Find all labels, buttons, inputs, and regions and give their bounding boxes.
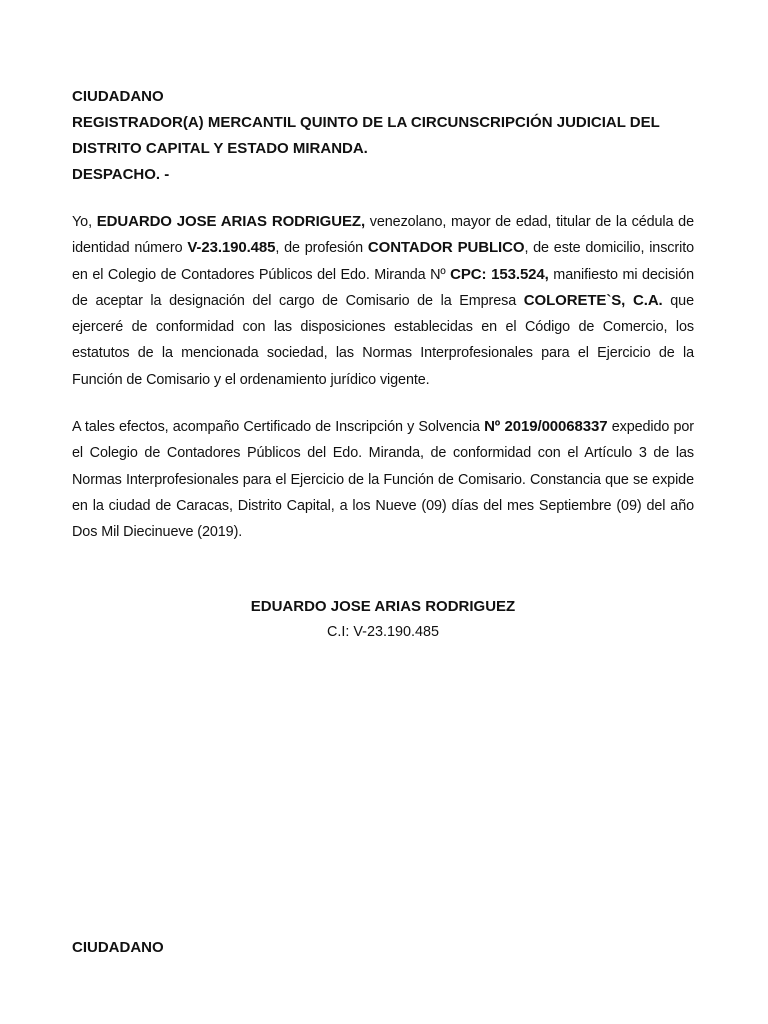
header-line-ciudadano: CIUDADANO <box>72 88 164 105</box>
certificate-number: Nº 2019/00068337 <box>484 418 608 435</box>
declarant-id: V-23.190.485 <box>187 239 276 257</box>
addressee-header <box>72 84 694 188</box>
header-line-despacho: DESPACHO. - <box>72 166 170 183</box>
text-run: manifiesto mi decisión de aceptar la designación del cargo de Comisario de la Empresa <box>72 266 695 309</box>
declarant-name: EDUARDO JOSE ARIAS RODRIGUEZ, <box>96 213 366 230</box>
text-run: A tales efectos, acompaño Certificado de Inscripción y Solvencia <box>72 419 485 435</box>
header-line-distrito: DISTRITO CAPITAL Y ESTADO MIRANDA. <box>72 140 368 157</box>
footer-ciudadano: CIUDADANO <box>72 939 164 956</box>
text-run: Yo, <box>72 214 97 230</box>
text-run: , de profesión <box>275 240 368 257</box>
signature-id: C.I: V-23.190.485 <box>326 624 439 640</box>
text-run: venezolano, mayor de edad, titular de la cédula de identidad número <box>72 214 694 257</box>
text-run: que ejerceré de conformidad con las disposiciones establecidas en el Código de Comercio, los estatutos de la mencionada sociedad, las Normas Interprofesionales para el Ejercicio de la Función de Comisario y el ordenamiento jurídico vigente. <box>72 292 694 388</box>
declaration-paragraph <box>72 209 694 393</box>
text-run: expedido por el Colegio de Contadores Públicos del Edo. Miranda, de conformidad con el Artículo 3 de las Normas Interprofesionales para el Ejercicio de la Función de Comisario. Constancia que se expide en la ciudad de Caracas, Distrito Capital, a los Nueve (09) días del mes Septiembre (09) del año Dos Mil Diecinueve (2019). <box>72 419 695 541</box>
certificate-paragraph <box>72 414 694 545</box>
cpc-number: CPC: 153.524, <box>450 265 549 283</box>
declarant-profession: CONTADOR PUBLICO <box>367 239 525 257</box>
company-name: COLORETE`S, C.A. <box>523 291 663 309</box>
text-run: , de este domicilio, inscrito en el Colegio de Contadores Públicos del Edo. Miranda Nº <box>72 240 694 283</box>
signature-name: EDUARDO JOSE ARIAS RODRIGUEZ <box>250 598 516 615</box>
document-page <box>72 0 694 1024</box>
header-line-registrador: REGISTRADOR(A) MERCANTIL QUINTO DE LA CIRCUNSCRIPCIÓN JUDICIAL DEL <box>72 114 660 131</box>
